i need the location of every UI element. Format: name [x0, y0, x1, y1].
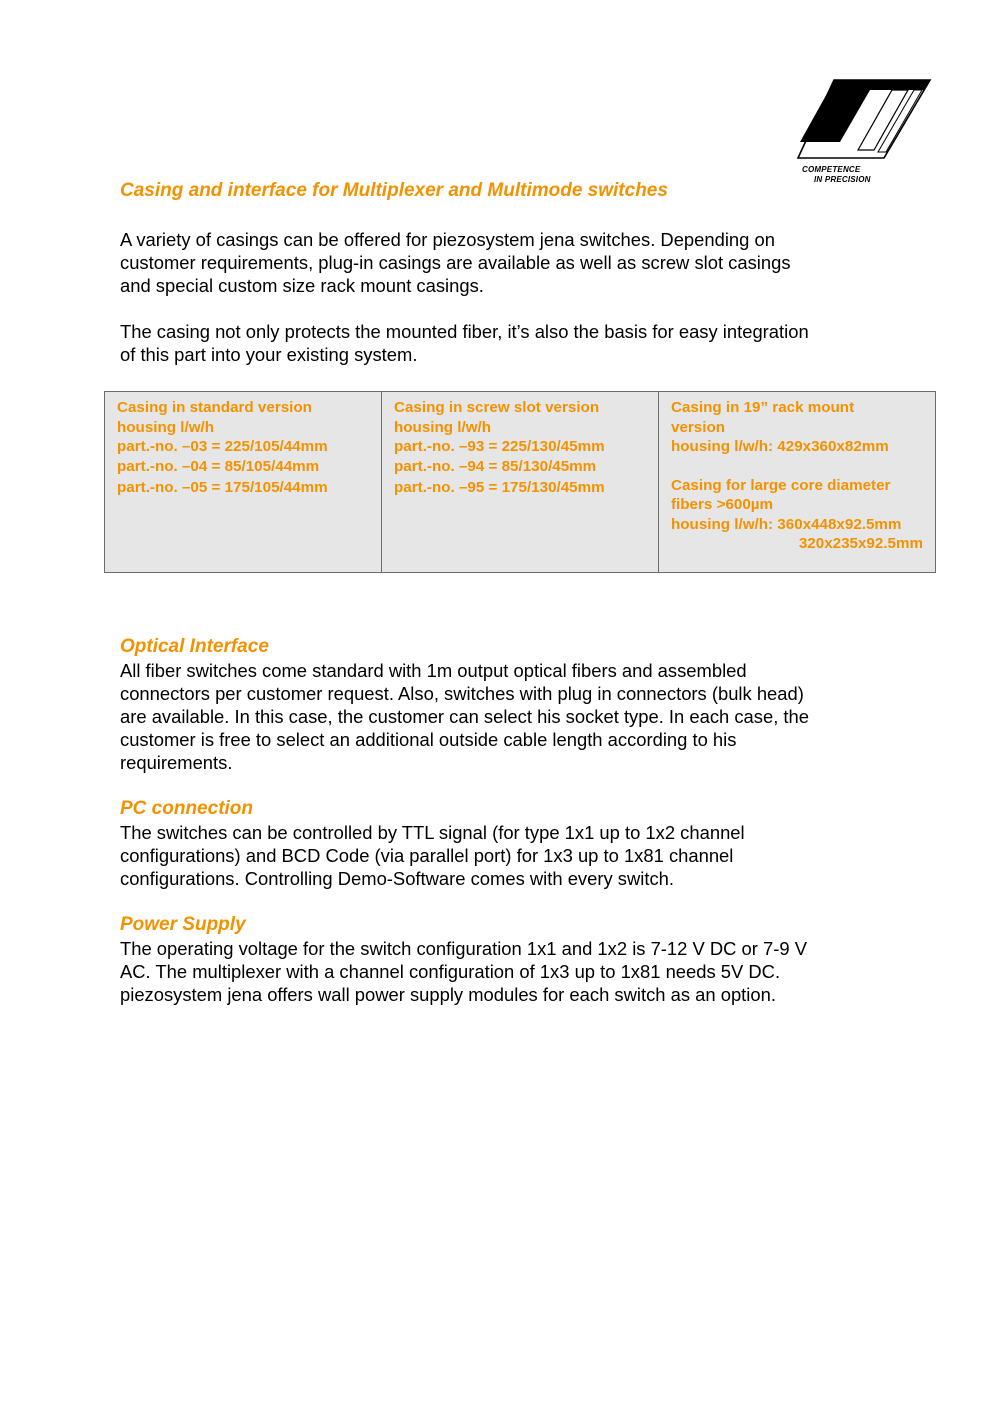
paragraph-line: All fiber switches come standard with 1m output optical fibers and assembled	[120, 660, 747, 681]
cell-line: part.-no. –03 = 225/105/44mm	[117, 438, 328, 455]
paragraph-line: The casing not only protects the mounted fiber, it’s also the basis for easy integration	[120, 321, 809, 342]
cell-line: housing l/w/h: 360x448x92.5mm	[671, 515, 902, 533]
cell-line: Casing for large core diameter	[671, 476, 891, 494]
cell-line: housing l/w/h	[394, 418, 492, 436]
cell-line: Casing in standard version	[117, 399, 312, 416]
cell-line: part.-no. –94 = 85/130/45mm	[394, 457, 597, 475]
paragraph-line: requirements.	[120, 752, 233, 773]
paragraph-line: AC. The multiplexer with a channel configuration of 1x3 up to 1x81 needs 5V DC.	[120, 961, 781, 982]
cell-line: part.-no. –04 = 85/105/44mm	[117, 457, 320, 475]
paragraph-line: connectors per customer request. Also, switches with plug in connectors (bulk head)	[120, 683, 804, 704]
pc-connection-paragraph	[120, 821, 900, 890]
paragraph-line: A variety of casings can be offered for piezosystem jena switches. Depending on	[120, 229, 775, 250]
logo-tagline-line1: COMPETENCE	[802, 165, 861, 174]
casing-standard-cell	[105, 392, 382, 573]
paragraph-line: of this part into your existing system.	[120, 344, 418, 365]
cell-line: part.-no. –95 = 175/130/45mm	[394, 479, 605, 496]
cell-line: fibers >600µm	[671, 496, 774, 513]
logo-mark-icon	[796, 78, 934, 164]
optical-interface-paragraph	[120, 659, 900, 774]
paragraph-line: The switches can be controlled by TTL signal (for type 1x1 up to 1x2 channel	[120, 822, 745, 843]
cell-line: 320x235x92.5mm	[798, 535, 923, 552]
power-supply-heading: Power Supply	[120, 914, 246, 935]
casing-protection-paragraph	[120, 320, 900, 366]
cell-line: version	[671, 418, 726, 436]
casing-options-table	[104, 391, 936, 573]
casing-intro-paragraph	[120, 228, 900, 297]
paragraph-line: configurations) and BCD Code (via parallel port) for 1x3 up to 1x81 channel	[120, 845, 734, 866]
paragraph-line: customer is free to select an additional outside cable length according to his	[120, 729, 737, 750]
cell-line: Casing in screw slot version	[394, 399, 600, 416]
company-logo	[796, 78, 934, 188]
optical-interface-heading: Optical Interface	[120, 636, 269, 657]
paragraph-line: customer requirements, plug-in casings are available as well as screw slot casings	[120, 252, 791, 273]
paragraph-line: and special custom size rack mount casings.	[120, 275, 484, 296]
paragraph-line: configurations. Controlling Demo-Software comes with every switch.	[120, 868, 674, 889]
casing-heading: Casing and interface for Multiplexer and Multimode switches	[120, 180, 668, 201]
power-supply-paragraph	[120, 937, 900, 1006]
paragraph-line: piezosystem jena offers wall power supply modules for each switch as an option.	[120, 984, 776, 1005]
paragraph-line: are available. In this case, the customer can select his socket type. In each case, the	[120, 706, 809, 727]
cell-line: part.-no. –05 = 175/105/44mm	[117, 479, 328, 496]
table-row	[105, 392, 936, 573]
casing-screw-slot-cell	[382, 392, 659, 573]
paragraph-line: The operating voltage for the switch configuration 1x1 and 1x2 is 7-12 V DC or 7-9 V	[120, 938, 807, 959]
cell-line: part.-no. –93 = 225/130/45mm	[394, 438, 605, 455]
cell-line: housing l/w/h	[117, 418, 215, 436]
cell-line: Casing in 19” rack mount	[671, 399, 855, 416]
cell-line: housing l/w/h: 429x360x82mm	[671, 438, 889, 455]
casing-rack-mount-cell	[659, 392, 936, 573]
logo-tagline-line2: IN PRECISION	[814, 175, 871, 184]
pc-connection-heading: PC connection	[120, 798, 254, 819]
